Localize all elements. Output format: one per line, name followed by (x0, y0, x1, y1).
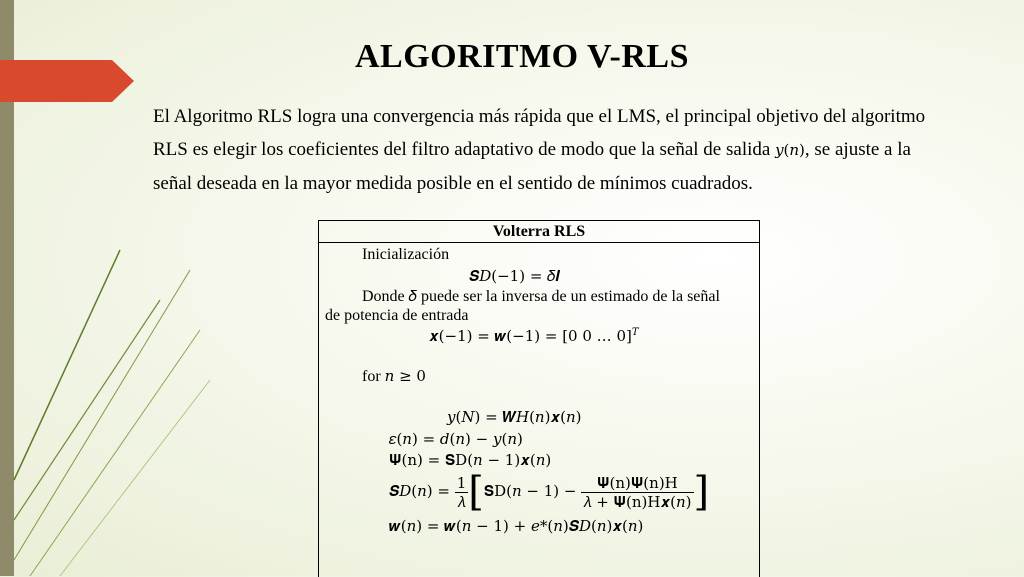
for-label: for (362, 368, 385, 385)
intro-text-1: El Algoritmo RLS logra una convergencia más rápida que el LMS, el principal objetivo del algoritmo RLS es elegir los coeficientes del filtro adaptativo de modo que la señal de salida (153, 106, 926, 160)
delta-symbol: 𝛿 (408, 287, 417, 305)
intro-output-symbol: 𝑦(𝑛) (775, 141, 805, 159)
eq-sd-lhs: 𝑺𝐷(𝑛) = (389, 482, 450, 500)
eq-sd-mid: 𝐒D(𝑛 − 1) − (483, 482, 577, 500)
eq-sd-update (389, 469, 709, 515)
x-init-text: 𝒙(−1) = 𝒘(−1) = [0 0 … 0] (429, 327, 632, 345)
init-label: Inicialización (362, 246, 450, 263)
algorithm-box (318, 220, 760, 577)
eq-error: 𝜀(𝑛) = 𝑑(𝑛) − 𝑦(𝑛) (389, 430, 523, 448)
eq-sd-inv-den: 𝜆 (457, 492, 466, 511)
intro-text-2: , se ajuste a la señal deseada en la mayor medida posible en el sentido de mínimos cuadrados. (153, 139, 911, 194)
deco-line-1 (14, 250, 120, 480)
donde-line (362, 287, 720, 306)
slide-title: ALGORITMO V-RLS (354, 38, 689, 75)
algorithm-header: Volterra RLS (319, 221, 759, 243)
deco-line-5 (60, 380, 210, 576)
eq-psi: 𝚿(n) = 𝐒D(𝑛 − 1)𝒙(𝑛) (389, 451, 552, 469)
intro-paragraph (153, 100, 953, 200)
x-init-superscript: 𝑇 (631, 327, 639, 338)
eq-sd-gain-fraction (581, 474, 693, 511)
x-init-equation (429, 327, 639, 345)
eq-sd-gain-den: 𝜆 + 𝚿(n)H𝒙(𝑛) (583, 492, 692, 511)
for-line (362, 367, 426, 386)
donde-label: Donde (362, 288, 409, 305)
eq-sd-gain-num: 𝚿(n)𝚿(n)H (581, 474, 693, 493)
for-condition: 𝑛 ≥ 0 (384, 367, 426, 385)
deco-line-3 (14, 270, 190, 560)
eq-sd-inv-num: 1 (456, 473, 467, 492)
deco-line-2 (14, 300, 160, 520)
red-arrow-tab (0, 60, 134, 102)
donde-rest: puede ser la inversa de un estimado de la señal (416, 288, 720, 305)
donde-continuation: de potencia de entrada (325, 307, 469, 324)
left-bracket: [ (468, 469, 484, 515)
eq-weight-update: 𝒘(𝑛) = 𝒘(𝑛 − 1) + 𝑒*(𝑛)𝑺𝐷(𝑛)𝒙(𝑛) (389, 517, 644, 535)
eq-sd-inv-lambda (455, 474, 469, 511)
right-bracket: ] (693, 469, 710, 515)
init-equation: 𝑺𝐷(−1) = 𝛿𝑰 (469, 267, 561, 285)
eq-output: 𝑦(𝑁) = 𝑾𝐻(𝑛)𝒙(𝑛) (447, 408, 582, 426)
